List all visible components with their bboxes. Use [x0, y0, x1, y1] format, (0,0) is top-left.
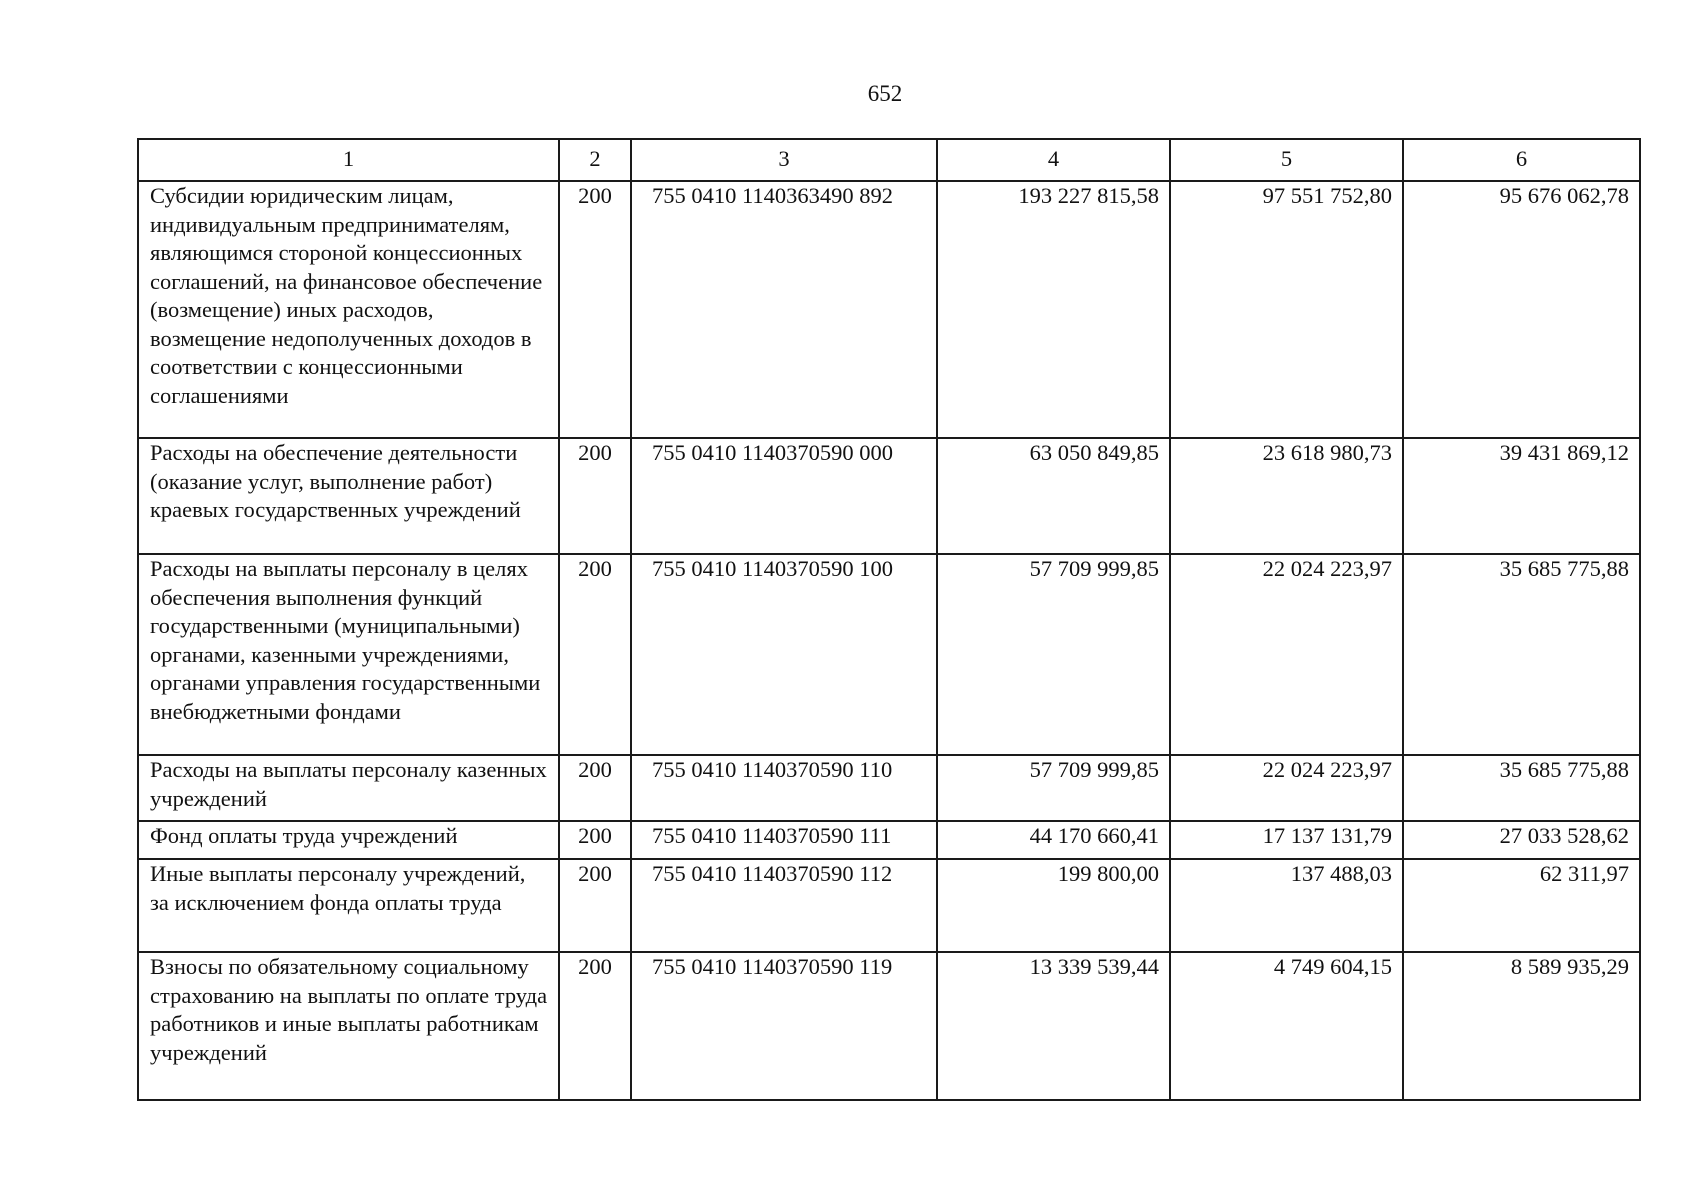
- header-col-3: 3: [631, 139, 937, 181]
- table-row: [138, 755, 1640, 821]
- row-line-code: 200: [559, 438, 631, 554]
- table-row: [138, 438, 1640, 554]
- header-col-5: 5: [1170, 139, 1403, 181]
- row-budget-code: 755 0410 1140370590 110: [631, 755, 937, 821]
- header-col-2: 2: [559, 139, 631, 181]
- row-line-code: 200: [559, 755, 631, 821]
- budget-table: [137, 138, 1641, 1101]
- row-col4-value: 57 709 999,85: [937, 755, 1170, 821]
- row-budget-code: 755 0410 1140370590 000: [631, 438, 937, 554]
- row-name: Расходы на выплаты персоналу казенных учреждений: [138, 755, 559, 821]
- row-col5-value: 17 137 131,79: [1170, 821, 1403, 859]
- row-col6-value: 62 311,97: [1403, 859, 1640, 952]
- header-col-4: 4: [937, 139, 1170, 181]
- row-name: Расходы на выплаты персоналу в целях обеспечения выполнения функций государственными (муниципальными) органами, казенными учреждениями, органами управления государственными внебюджетными фондами: [138, 554, 559, 755]
- page-number: 652: [867, 81, 903, 106]
- row-col4-value: 63 050 849,85: [937, 438, 1170, 554]
- header-col-6: 6: [1403, 139, 1640, 181]
- row-col6-value: 39 431 869,12: [1403, 438, 1640, 554]
- table-row: [138, 859, 1640, 952]
- row-col5-value: 22 024 223,97: [1170, 755, 1403, 821]
- table-row: [138, 181, 1640, 438]
- row-col6-value: 95 676 062,78: [1403, 181, 1640, 438]
- row-line-code: 200: [559, 554, 631, 755]
- row-col4-value: 193 227 815,58: [937, 181, 1170, 438]
- row-line-code: 200: [559, 181, 631, 438]
- row-budget-code: 755 0410 1140370590 111: [631, 821, 937, 859]
- row-col6-value: 27 033 528,62: [1403, 821, 1640, 859]
- row-name: Субсидии юридическим лицам, индивидуальным предпринимателям, являющимся стороной концессионных соглашений, на финансовое обеспечение (возмещение) иных расходов, возмещение недополученных доходов в соответствии с концессионными соглашениями: [138, 181, 559, 438]
- row-name: Фонд оплаты труда учреждений: [138, 821, 559, 859]
- header-row: [138, 139, 1640, 181]
- row-col5-value: 22 024 223,97: [1170, 554, 1403, 755]
- row-name: Расходы на обеспечение деятельности (оказание услуг, выполнение работ) краевых государственных учреждений: [138, 438, 559, 554]
- table-row: [138, 554, 1640, 755]
- row-col5-value: 4 749 604,15: [1170, 952, 1403, 1100]
- table-body: [138, 181, 1640, 1100]
- table-row: [138, 952, 1640, 1100]
- row-col5-value: 23 618 980,73: [1170, 438, 1403, 554]
- row-col6-value: 8 589 935,29: [1403, 952, 1640, 1100]
- row-line-code: 200: [559, 952, 631, 1100]
- row-budget-code: 755 0410 1140370590 119: [631, 952, 937, 1100]
- row-col6-value: 35 685 775,88: [1403, 554, 1640, 755]
- table-header: [138, 139, 1640, 181]
- row-col4-value: 57 709 999,85: [937, 554, 1170, 755]
- row-line-code: 200: [559, 859, 631, 952]
- row-col4-value: 44 170 660,41: [937, 821, 1170, 859]
- row-line-code: 200: [559, 821, 631, 859]
- row-budget-code: 755 0410 1140370590 112: [631, 859, 937, 952]
- row-col4-value: 13 339 539,44: [937, 952, 1170, 1100]
- row-col4-value: 199 800,00: [937, 859, 1170, 952]
- row-name: Взносы по обязательному социальному страхованию на выплаты по оплате труда работников и иные выплаты работникам учреждений: [138, 952, 559, 1100]
- row-col5-value: 97 551 752,80: [1170, 181, 1403, 438]
- row-col6-value: 35 685 775,88: [1403, 755, 1640, 821]
- row-col5-value: 137 488,03: [1170, 859, 1403, 952]
- header-col-1: 1: [138, 139, 559, 181]
- row-budget-code: 755 0410 1140363490 892: [631, 181, 937, 438]
- table-row: [138, 821, 1640, 859]
- row-budget-code: 755 0410 1140370590 100: [631, 554, 937, 755]
- row-name: Иные выплаты персоналу учреждений, за исключением фонда оплаты труда: [138, 859, 559, 952]
